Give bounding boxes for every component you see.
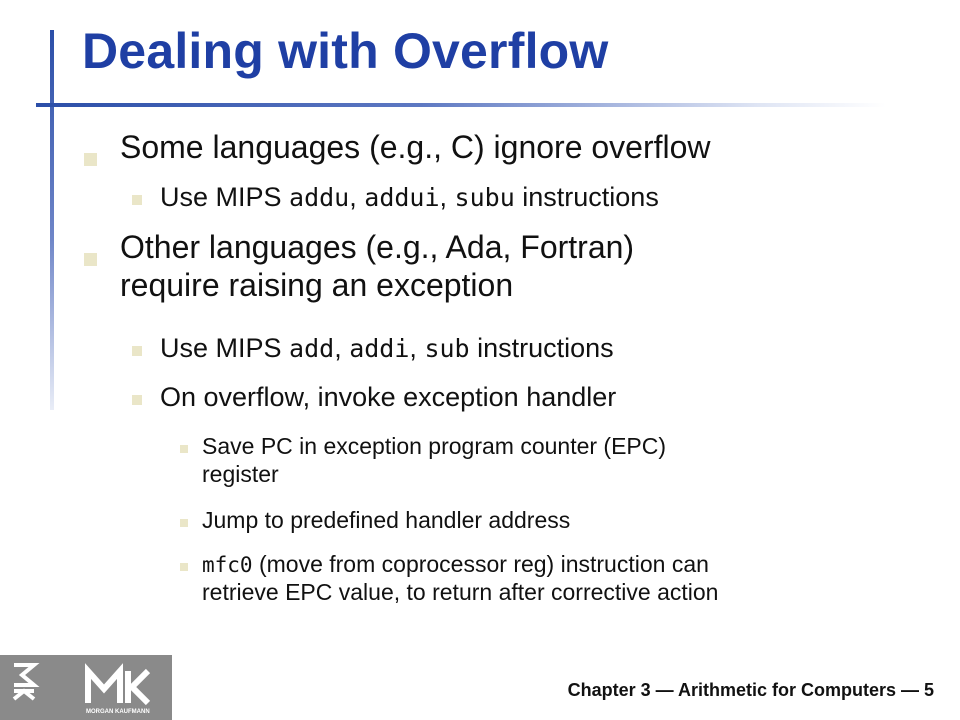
sub-bullet-marker-2a [132, 346, 142, 356]
code-mfc0: mfc0 [202, 553, 253, 577]
code-addui: addui [364, 183, 440, 212]
code-sub: sub [424, 334, 470, 363]
sub-sub-bullet-marker-2 [180, 519, 188, 527]
sub-sub-bullet-text-1-line1: Save PC in exception program counter (EPC) [202, 433, 667, 459]
sub-sub-bullet-text-3-line1: mfc0 (move from coprocessor reg) instruction can [202, 551, 709, 577]
sub-sub-bullet-text-2: Jump to predefined handler address [202, 507, 571, 533]
sub-bullet-marker-1a [132, 195, 142, 205]
slide-title: Dealing with Overflow [82, 23, 609, 79]
bullet-marker-1 [84, 153, 97, 166]
sub-bullet-text-2a: Use MIPS add, addi, sub instructions [160, 333, 614, 363]
vertical-accent-line [50, 30, 54, 410]
svg-text:MORGAN KAUFMANN: MORGAN KAUFMANN [86, 709, 150, 715]
sub-bullet-text-1a: Use MIPS addu, addui, subu instructions [160, 182, 659, 212]
bullet-marker-2 [84, 253, 97, 266]
sub-bullet-marker-2b [132, 395, 142, 405]
sub-sub-bullet-text-1-line2: register [202, 461, 279, 487]
bullet-text-2-line2: require raising an exception [120, 267, 514, 303]
sub-bullet-text-2b: On overflow, invoke exception handler [160, 382, 617, 412]
code-addu: addu [289, 183, 350, 212]
sub-sub-bullet-marker-1 [180, 445, 188, 453]
bullet-text-2-line1: Other languages (e.g., Ada, Fortran) [120, 229, 635, 265]
sub-sub-bullet-text-3-line2: retrieve EPC value, to return after corrective action [202, 579, 719, 605]
code-subu: subu [454, 183, 515, 212]
publisher-logo [0, 655, 172, 720]
bullet-text-1: Some languages (e.g., C) ignore overflow [120, 129, 711, 165]
title-underline [36, 103, 886, 107]
code-addi: addi [349, 334, 410, 363]
sub-sub-bullet-marker-3 [180, 563, 188, 571]
code-add: add [289, 334, 335, 363]
mk-logo-icon [0, 655, 172, 720]
slide-footer: Chapter 3 — Arithmetic for Computers — 5 [567, 680, 934, 700]
